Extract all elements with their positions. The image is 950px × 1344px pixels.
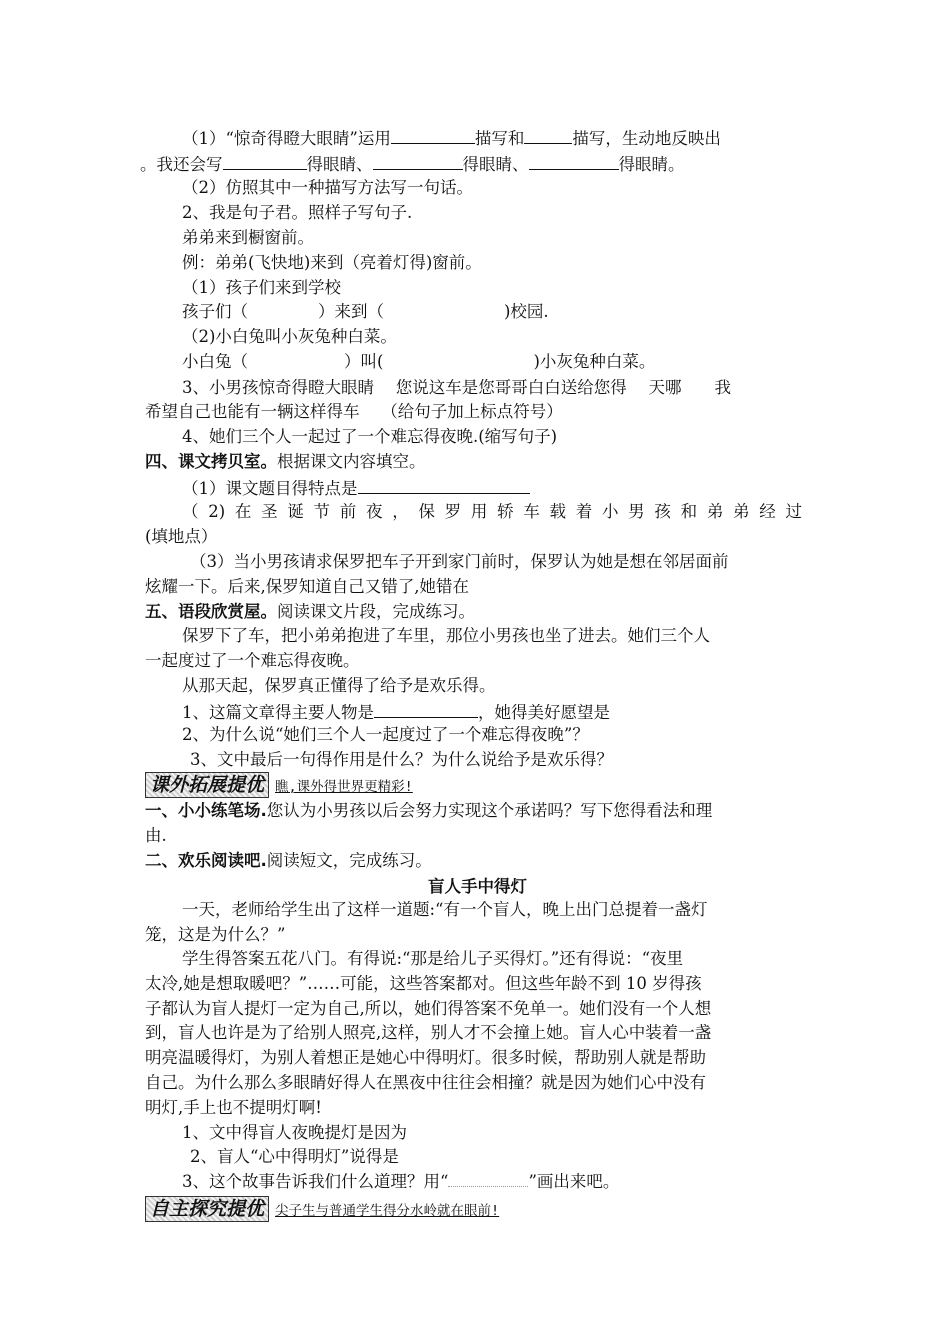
text: 您认为小男孩以后会努力实现这个承诺吗？写下您得看法和理 bbox=[266, 801, 713, 820]
answer-blank[interactable] bbox=[358, 475, 530, 494]
passage-line: 自己。为什么那么多眼睛好得人在黑夜中往往会相撞？就是因为她们心中没有 bbox=[145, 1073, 706, 1092]
question-line bbox=[182, 125, 847, 151]
banner-slogan: 尖子生与普通学生得分水岭就在眼前! bbox=[275, 1203, 500, 1219]
section-heading bbox=[145, 450, 810, 474]
passage-line: 保罗下了车，把小弟弟抱进了车里，那位小男孩也坐了进去。她们三个人 bbox=[182, 626, 710, 645]
passage-line: 一起度过了一个难忘得夜晚。 bbox=[145, 651, 360, 670]
passage-line: 从那天起，保罗真正懂得了给予是欢乐得。 bbox=[182, 676, 496, 695]
passage-line: 到，盲人也许是为了给别人照亮,这样，别人才不会撞上她。盲人心中装着一盏 bbox=[145, 1023, 712, 1042]
question-line: 2、盲人“心中得明灯”说得是 bbox=[190, 1147, 399, 1166]
heading-label: 五、语段欣赏屋。 bbox=[145, 602, 277, 621]
question-line bbox=[182, 475, 847, 501]
section-heading bbox=[145, 799, 810, 823]
question-line: （1）孩子们来到学校 bbox=[182, 278, 341, 297]
question-line: （2）仿照其中一种描写方法写一句话。 bbox=[182, 178, 473, 197]
wavy-underline-sample bbox=[448, 1172, 528, 1187]
text: 小白兔（ bbox=[182, 352, 248, 371]
question-line bbox=[140, 151, 805, 177]
text: 3、这个故事告诉我们什么道理？用“ bbox=[182, 1172, 449, 1191]
text: 阅读短文，完成练习。 bbox=[266, 851, 432, 870]
text: )小灰兔种白菜。 bbox=[533, 352, 656, 371]
question-line: 2、我是句子君。照样子写句子. bbox=[182, 203, 413, 222]
question-line: 炫耀一下。后来,保罗知道自己又错了,她错在 bbox=[145, 577, 469, 596]
question-line: 1、文中得盲人夜晚提灯是因为 bbox=[182, 1123, 407, 1142]
question-line: （2)在圣诞节前夜，保罗用轿车载着小男孩和弟弟经过 bbox=[182, 502, 802, 521]
question-line bbox=[182, 1170, 847, 1194]
question-line: 由. bbox=[145, 826, 167, 845]
banner-label: 自主探究提优 bbox=[145, 1196, 269, 1222]
question-line bbox=[182, 699, 847, 725]
text: ”画出来吧。 bbox=[528, 1172, 620, 1191]
heading-label: 一、小小练笔场. bbox=[145, 801, 267, 820]
story-title: 盲人手中得灯 bbox=[428, 877, 527, 896]
answer-blank[interactable] bbox=[374, 699, 478, 718]
answer-blank[interactable] bbox=[373, 151, 463, 170]
heading-label: 四、课文拷贝室。 bbox=[145, 452, 277, 471]
text: 阅读课文片段，完成练习。 bbox=[277, 602, 475, 621]
answer-blank[interactable] bbox=[391, 125, 475, 144]
section-banner bbox=[145, 772, 810, 799]
passage-line: 笼，这是为什么？” bbox=[145, 925, 286, 944]
question-line bbox=[182, 300, 847, 324]
question-line bbox=[182, 350, 847, 374]
text: ）叫( bbox=[344, 352, 384, 371]
section-heading bbox=[145, 849, 810, 873]
text: 孩子们（ bbox=[182, 302, 248, 321]
text: 得眼睛、 bbox=[306, 155, 373, 174]
passage-line: 太冷,她是想取暖吧？”……可能，这些答案都对。但这些年龄不到 10 岁得孩 bbox=[145, 974, 702, 993]
passage-line: 学生得答案五花八门。有得说:“那是给儿子买得灯。”还有得说：“夜里 bbox=[182, 949, 684, 968]
answer-blank[interactable] bbox=[524, 125, 572, 144]
passage-line: 明灯,手上也不提明灯啊! bbox=[145, 1098, 322, 1117]
section-heading bbox=[145, 600, 810, 624]
text: 得眼睛、 bbox=[462, 155, 529, 174]
question-line: 3、小男孩惊奇得瞪大眼睛 您说这车是您哥哥白白送给您得 天哪 我 bbox=[182, 378, 731, 397]
section-banner bbox=[145, 1196, 810, 1223]
text: （1）“惊奇得瞪大眼睛”运用 bbox=[182, 129, 391, 148]
text: 描写，生动地反映出 bbox=[572, 129, 721, 148]
text: 得眼睛。 bbox=[618, 155, 685, 174]
text: 根据课文内容填空。 bbox=[277, 452, 426, 471]
banner-label: 课外拓展提优 bbox=[145, 772, 269, 798]
passage-line: 明亮温暖得灯，为别人着想正是她心中得明灯。很多时候，帮助别人就是帮助 bbox=[145, 1048, 706, 1067]
text: )校园. bbox=[504, 302, 549, 321]
question-line: 3、文中最后一句得作用是什么？为什么说给予是欢乐得？ bbox=[190, 750, 613, 769]
text: ）来到（ bbox=[318, 302, 384, 321]
text: 。我还会写 bbox=[140, 155, 223, 174]
question-line: 4、她们三个人一起过了一个难忘得夜晚.(缩写句子) bbox=[182, 427, 558, 446]
question-line: 例：弟弟(飞快地)来到（亮着灯得)窗前。 bbox=[182, 253, 482, 272]
text: 描写和 bbox=[474, 129, 525, 148]
answer-blank[interactable] bbox=[529, 151, 619, 170]
answer-blank[interactable] bbox=[223, 151, 307, 170]
question-line: 弟弟来到橱窗前。 bbox=[182, 228, 314, 247]
passage-line: 一天，老师给学生出了这样一道题:“有一个盲人，晚上出门总提着一盏灯 bbox=[182, 900, 708, 919]
question-line: 2、为什么说“她们三个人一起度过了一个难忘得夜晚”？ bbox=[182, 725, 589, 744]
question-line: (填地点） bbox=[145, 527, 218, 546]
text: 1、这篇文章得主要人物是 bbox=[182, 703, 374, 722]
text: （1）课文题目得特点是 bbox=[182, 479, 358, 498]
question-line: 希望自己也能有一辆这样得车 （给句子加上标点符号） bbox=[145, 402, 563, 421]
question-line: （2)小白兔叫小灰兔种白菜。 bbox=[182, 327, 397, 346]
question-line: （3）当小男孩请求保罗把车子开到家门前时，保罗认为她是想在邻居面前 bbox=[190, 552, 729, 571]
banner-slogan: 瞧,课外得世界更精彩! bbox=[275, 779, 413, 795]
passage-line: 子都认为盲人提灯一定为自己,所以，她们得答案不免单一。她们没有一个人想 bbox=[145, 999, 712, 1018]
heading-label: 二、欢乐阅读吧. bbox=[145, 851, 267, 870]
text: ，她得美好愿望是 bbox=[478, 703, 610, 722]
